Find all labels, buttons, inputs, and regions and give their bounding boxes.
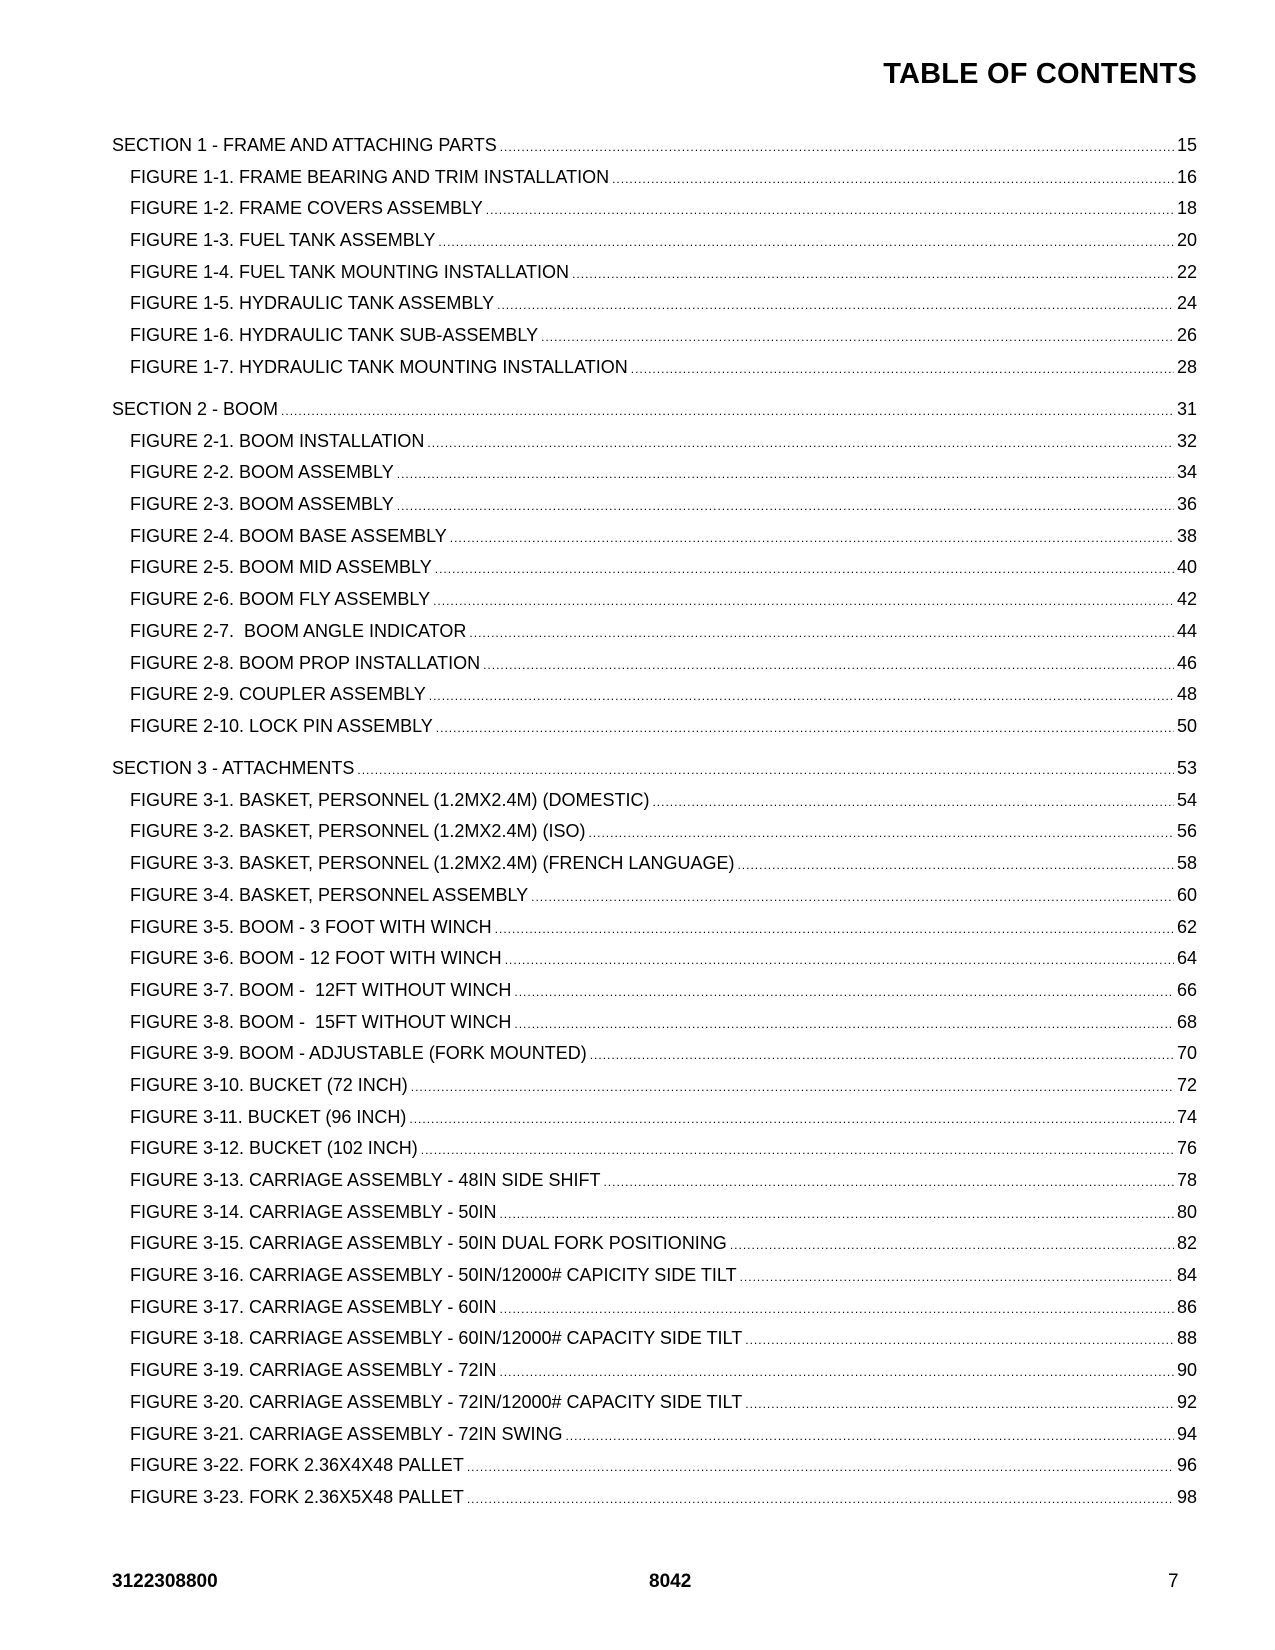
toc-figure-entry[interactable] — [0, 489, 1275, 521]
toc-entry-page: 70 — [1176, 1043, 1197, 1064]
toc-figure-entry[interactable] — [0, 1482, 1275, 1514]
toc-entry-label: FIGURE 3-11. BUCKET (96 INCH) — [130, 1106, 407, 1127]
toc-figure-entry[interactable] — [0, 288, 1275, 320]
toc-entry-page: 90 — [1176, 1360, 1197, 1381]
toc-entry-page: 72 — [1176, 1074, 1197, 1095]
toc-figure-entry[interactable] — [0, 225, 1275, 257]
toc-entry-label: FIGURE 2-5. BOOM MID ASSEMBLY — [130, 557, 432, 578]
dot-leader — [411, 1072, 1174, 1104]
toc-entry-label: FIGURE 3-18. CARRIAGE ASSEMBLY - 60IN/12000# CAPACITY SIDE TILT — [130, 1328, 743, 1349]
toc-entry-page: 54 — [1176, 789, 1197, 810]
dot-leader — [483, 650, 1174, 682]
toc-entry-label: FIGURE 2-6. BOOM FLY ASSEMBLY — [130, 589, 431, 610]
toc-entry-page: 44 — [1176, 620, 1197, 641]
toc-figure-entry[interactable] — [0, 848, 1275, 880]
toc-entry-page: 86 — [1176, 1296, 1197, 1317]
toc-entry-page: 20 — [1176, 230, 1197, 251]
table-of-contents — [0, 130, 1275, 1514]
toc-entry-page: 18 — [1176, 198, 1197, 219]
toc-entry-label: FIGURE 3-4. BASKET, PERSONNEL ASSEMBLY — [130, 884, 529, 905]
dot-leader — [737, 850, 1174, 882]
toc-entry-page: 80 — [1176, 1201, 1197, 1222]
toc-figure-entry[interactable] — [0, 162, 1275, 194]
dot-leader — [499, 1199, 1174, 1231]
toc-figure-entry[interactable] — [0, 1450, 1275, 1482]
toc-entry-page: 60 — [1176, 884, 1197, 905]
toc-figure-entry[interactable] — [0, 1133, 1275, 1165]
dot-leader — [590, 1040, 1174, 1072]
dot-leader — [409, 1104, 1174, 1136]
page-footer — [0, 1571, 1275, 1599]
toc-entry-label: SECTION 1 - FRAME AND ATTACHING PARTS — [112, 135, 497, 155]
toc-figure-entry[interactable] — [0, 648, 1275, 680]
dot-leader — [505, 945, 1174, 977]
toc-figure-entry[interactable] — [0, 943, 1275, 975]
toc-entry-label: SECTION 3 - ATTACHMENTS — [112, 758, 355, 779]
toc-figure-entry[interactable] — [0, 816, 1275, 848]
toc-entry-page: 94 — [1176, 1423, 1197, 1444]
toc-entry-label: FIGURE 3-3. BASKET, PERSONNEL (1.2MX2.4M) (FRENCH LANGUAGE) — [130, 853, 735, 874]
toc-entry-label: FIGURE 1-7. HYDRAULIC TANK MOUNTING INSTALLATION — [130, 356, 628, 377]
toc-entry-label: FIGURE 2-3. BOOM ASSEMBLY — [130, 494, 394, 515]
toc-entry-label: SECTION 2 - BOOM — [112, 399, 279, 419]
toc-entry-page: 82 — [1176, 1233, 1197, 1254]
toc-entry-page: 92 — [1176, 1391, 1197, 1412]
toc-figure-entry[interactable] — [0, 426, 1275, 458]
toc-entry-page: 24 — [1176, 293, 1197, 314]
toc-entry-page: 58 — [1176, 853, 1197, 874]
toc-entry-label: FIGURE 3-17. CARRIAGE ASSEMBLY - 60IN — [130, 1296, 497, 1317]
dot-leader — [745, 1389, 1174, 1421]
toc-entry-label: FIGURE 2-4. BOOM BASE ASSEMBLY — [130, 525, 447, 546]
toc-entry-label: FIGURE 3-10. BUCKET (72 INCH) — [130, 1074, 408, 1095]
dot-leader — [436, 713, 1174, 745]
toc-entry-label: FIGURE 3-21. CARRIAGE ASSEMBLY - 72IN SWING — [130, 1423, 563, 1444]
dot-leader — [429, 681, 1174, 713]
toc-entry-page: 88 — [1176, 1328, 1197, 1349]
toc-entry-label: FIGURE 1-6. HYDRAULIC TANK SUB-ASSEMBLY — [130, 325, 539, 346]
toc-entry-page: 46 — [1176, 652, 1197, 673]
toc-figure-entry[interactable] — [0, 257, 1275, 289]
toc-section-entry[interactable] — [0, 753, 1275, 785]
toc-entry-label: FIGURE 1-4. FUEL TANK MOUNTING INSTALLATION — [130, 261, 570, 282]
toc-figure-entry[interactable] — [0, 679, 1275, 711]
toc-figure-entry[interactable] — [0, 1038, 1275, 1070]
dot-leader — [433, 586, 1174, 618]
toc-entry-label: FIGURE 3-22. FORK 2.36X4X48 PALLET — [130, 1455, 464, 1476]
toc-entry-label: FIGURE 2-1. BOOM INSTALLATION — [130, 430, 425, 451]
dot-leader — [514, 1009, 1174, 1041]
toc-entry-label: FIGURE 3-6. BOOM - 12 FOOT WITH WINCH — [130, 948, 502, 969]
toc-figure-entry[interactable] — [0, 1292, 1275, 1324]
toc-entry-page: 48 — [1176, 684, 1197, 705]
toc-figure-entry[interactable] — [0, 616, 1275, 648]
toc-entry-page: 68 — [1176, 1011, 1197, 1032]
toc-entry-label: FIGURE 3-12. BUCKET (102 INCH) — [130, 1138, 418, 1159]
dot-leader — [357, 755, 1174, 787]
toc-figure-entry[interactable] — [0, 1165, 1275, 1197]
toc-entry-label: FIGURE 3-5. BOOM - 3 FOOT WITH WINCH — [130, 916, 492, 937]
dot-leader — [499, 1294, 1174, 1326]
toc-entry-label: FIGURE 1-5. HYDRAULIC TANK ASSEMBLY — [130, 293, 495, 314]
toc-entry-label: FIGURE 3-16. CARRIAGE ASSEMBLY - 50IN/12000# CAPICITY SIDE TILT — [130, 1265, 737, 1286]
toc-entry-page: 84 — [1176, 1265, 1197, 1286]
dot-leader — [652, 787, 1174, 819]
dot-leader — [730, 1230, 1174, 1262]
dot-leader — [497, 290, 1174, 322]
toc-entry-page: 32 — [1176, 430, 1197, 451]
dot-leader — [450, 523, 1174, 555]
toc-section-entry[interactable] — [0, 394, 1275, 426]
toc-entry-label: FIGURE 3-13. CARRIAGE ASSEMBLY - 48IN SIDE SHIFT — [130, 1170, 601, 1190]
toc-figure-entry[interactable] — [0, 552, 1275, 584]
toc-entry-page: 53 — [1176, 758, 1197, 779]
toc-figure-entry[interactable] — [0, 1007, 1275, 1039]
dot-leader — [541, 322, 1174, 354]
toc-entry-label: FIGURE 3-1. BASKET, PERSONNEL (1.2MX2.4M) (DOMESTIC) — [130, 789, 650, 810]
dot-leader — [500, 132, 1174, 164]
toc-entry-page: 78 — [1176, 1170, 1197, 1190]
toc-figure-entry[interactable] — [0, 521, 1275, 553]
toc-entry-page: 76 — [1176, 1138, 1197, 1159]
toc-entry-page: 22 — [1176, 261, 1197, 282]
dot-leader — [486, 195, 1174, 227]
dot-leader — [572, 259, 1174, 291]
toc-figure-entry[interactable] — [0, 1260, 1275, 1292]
dot-leader — [740, 1262, 1174, 1294]
toc-entry-label: FIGURE 3-8. BOOM - 15FT WITHOUT WINCH — [130, 1011, 512, 1032]
dot-leader — [531, 882, 1174, 914]
dot-leader — [397, 491, 1174, 523]
toc-figure-entry[interactable] — [0, 975, 1275, 1007]
toc-section-entry[interactable] — [0, 130, 1275, 162]
dot-leader — [745, 1325, 1174, 1357]
toc-entry-label: FIGURE 3-19. CARRIAGE ASSEMBLY - 72IN — [130, 1360, 497, 1381]
toc-entry-page: 38 — [1176, 525, 1197, 546]
page-title: TABLE OF CONTENTS — [883, 58, 1197, 90]
toc-entry-page: 42 — [1176, 589, 1197, 610]
dot-leader — [435, 554, 1174, 586]
dot-leader — [421, 1135, 1174, 1167]
toc-entry-page: 16 — [1176, 166, 1197, 187]
toc-entry-label: FIGURE 1-1. FRAME BEARING AND TRIM INSTALLATION — [130, 166, 610, 187]
dot-leader — [514, 977, 1174, 1009]
toc-entry-page: 98 — [1176, 1486, 1197, 1507]
toc-entry-label: FIGURE 1-3. FUEL TANK ASSEMBLY — [130, 230, 436, 251]
document-number: 3122308800 — [112, 1571, 218, 1592]
toc-entry-page: 31 — [1176, 399, 1197, 419]
toc-entry-page: 62 — [1176, 916, 1197, 937]
toc-figure-entry[interactable] — [0, 320, 1275, 352]
dot-leader — [588, 818, 1174, 850]
toc-figure-entry[interactable] — [0, 352, 1275, 384]
dot-leader — [397, 459, 1174, 491]
dot-leader — [631, 354, 1174, 386]
toc-entry-page: 15 — [1176, 135, 1197, 155]
toc-figure-entry[interactable] — [0, 1387, 1275, 1419]
toc-entry-page: 36 — [1176, 494, 1197, 515]
dot-leader — [467, 1452, 1174, 1484]
dot-leader — [603, 1167, 1174, 1199]
toc-entry-page: 56 — [1176, 821, 1197, 842]
toc-entry-label: FIGURE 3-15. CARRIAGE ASSEMBLY - 50IN DUAL FORK POSITIONING — [130, 1233, 727, 1254]
toc-entry-label: FIGURE 1-2. FRAME COVERS ASSEMBLY — [130, 198, 483, 219]
toc-entry-label: FIGURE 2-10. LOCK PIN ASSEMBLY — [130, 715, 433, 736]
toc-figure-entry[interactable] — [0, 1070, 1275, 1102]
toc-entry-label: FIGURE 2-9. COUPLER ASSEMBLY — [130, 684, 426, 705]
toc-figure-entry[interactable] — [0, 912, 1275, 944]
toc-entry-page: 28 — [1176, 356, 1197, 377]
toc-figure-entry[interactable] — [0, 1102, 1275, 1134]
toc-figure-entry[interactable] — [0, 1355, 1275, 1387]
toc-figure-entry[interactable] — [0, 1197, 1275, 1229]
toc-entry-label: FIGURE 3-20. CARRIAGE ASSEMBLY - 72IN/12000# CAPACITY SIDE TILT — [130, 1391, 743, 1412]
toc-entry-page: 96 — [1176, 1455, 1197, 1476]
toc-figure-entry[interactable] — [0, 1228, 1275, 1260]
toc-figure-entry[interactable] — [0, 457, 1275, 489]
toc-figure-entry[interactable] — [0, 1419, 1275, 1451]
toc-entry-page: 34 — [1176, 462, 1197, 483]
toc-entry-page: 26 — [1176, 325, 1197, 346]
toc-figure-entry[interactable] — [0, 785, 1275, 817]
toc-entry-label: FIGURE 3-14. CARRIAGE ASSEMBLY - 50IN — [130, 1201, 497, 1222]
toc-entry-page: 40 — [1176, 557, 1197, 578]
dot-leader — [281, 396, 1174, 428]
toc-entry-label: FIGURE 2-7. BOOM ANGLE INDICATOR — [130, 620, 467, 641]
toc-entry-label: FIGURE 2-8. BOOM PROP INSTALLATION — [130, 652, 481, 673]
toc-entry-label: FIGURE 2-2. BOOM ASSEMBLY — [130, 462, 394, 483]
dot-leader — [495, 914, 1174, 946]
toc-entry-page: 64 — [1176, 948, 1197, 969]
dot-leader — [565, 1421, 1174, 1453]
toc-figure-entry[interactable] — [0, 880, 1275, 912]
toc-figure-entry[interactable] — [0, 193, 1275, 225]
toc-entry-page: 66 — [1176, 979, 1197, 1000]
toc-figure-entry[interactable] — [0, 1323, 1275, 1355]
toc-entry-label: FIGURE 3-9. BOOM - ADJUSTABLE (FORK MOUNTED) — [130, 1043, 587, 1064]
dot-leader — [612, 164, 1174, 196]
toc-figure-entry[interactable] — [0, 584, 1275, 616]
toc-entry-label: FIGURE 3-7. BOOM - 12FT WITHOUT WINCH — [130, 979, 512, 1000]
dot-leader — [438, 227, 1174, 259]
model-number: 8042 — [649, 1571, 692, 1592]
page-number: 7 — [1168, 1571, 1179, 1592]
dot-leader — [427, 428, 1174, 460]
toc-figure-entry[interactable] — [0, 711, 1275, 743]
toc-entry-page: 50 — [1176, 715, 1197, 736]
toc-entry-page: 74 — [1176, 1106, 1197, 1127]
toc-entry-label: FIGURE 3-23. FORK 2.36X5X48 PALLET — [130, 1486, 464, 1507]
dot-leader — [469, 618, 1174, 650]
toc-entry-label: FIGURE 3-2. BASKET, PERSONNEL (1.2MX2.4M) (ISO) — [130, 821, 586, 842]
dot-leader — [467, 1484, 1174, 1516]
dot-leader — [499, 1357, 1174, 1389]
